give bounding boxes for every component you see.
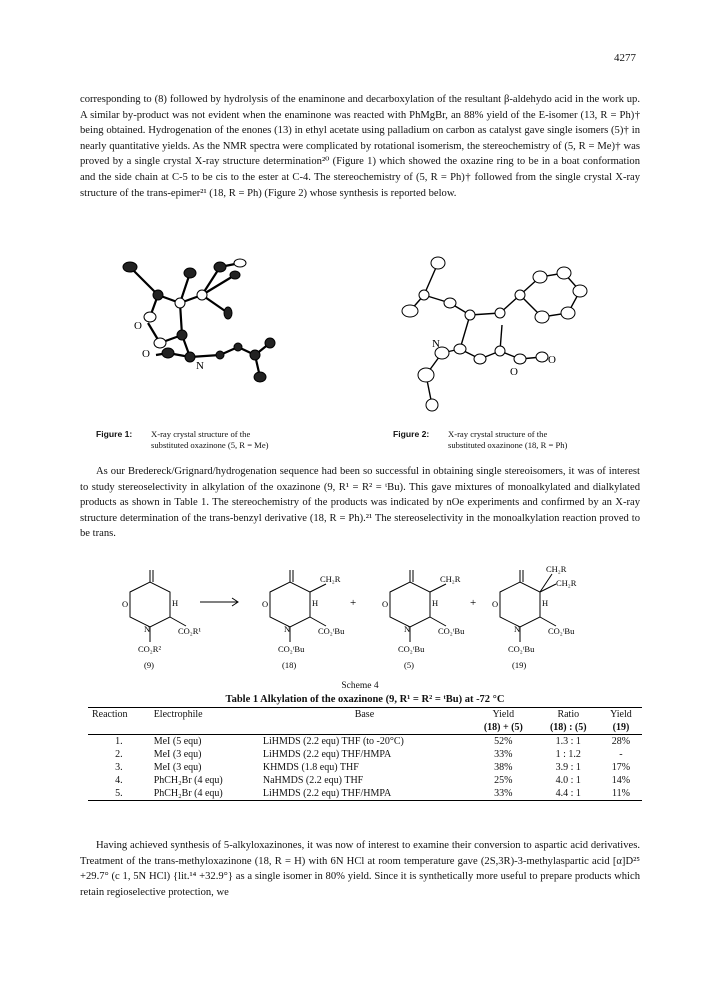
fig1-atom-n: N [196, 360, 204, 372]
c18-label: (18) [282, 660, 297, 670]
figure-1-label: Figure 1: [96, 429, 133, 439]
figure-2-structure [370, 255, 610, 425]
svg-text:N: N [404, 624, 411, 634]
th-yield-1: Yield [470, 708, 537, 722]
svg-text:O: O [262, 599, 269, 609]
th-electrophile: Electrophile [150, 708, 259, 722]
table-row: 3. MeI (3 equ) KHMDS (1.8 equ) THF 38% 3.9 : 1 17% [115, 762, 631, 773]
c9-sub2: CO₂R² [138, 644, 161, 654]
page-number: 4277 [614, 52, 636, 64]
fig2-atom-o1: O [510, 366, 518, 378]
table-caption: Table 1 Alkylation of the oxazinone (9, R¹ = R² = ᵗBu) at -72 °C [225, 694, 505, 705]
fig1-atom-o2: O [142, 348, 150, 360]
c5-sub2: CO₂ᵗBu [398, 644, 425, 654]
scheme-atom-o: O [122, 599, 129, 609]
table-row: 1. MeI (5 equ) LiHMDS (2.2 equ) THF (to -20°C) 52% 1.3 : 1 28% [115, 736, 631, 747]
table-1 [88, 694, 642, 801]
svg-text:O: O [382, 599, 389, 609]
c19-label: (19) [512, 660, 527, 670]
plus-2: + [470, 597, 477, 609]
fig2-atom-n: N [432, 338, 440, 350]
th-base: Base [259, 708, 470, 722]
plus-1: + [350, 597, 357, 609]
scheme-title: Scheme 4 [341, 681, 379, 691]
table-row: 2. MeI (3 equ) LiHMDS (2.2 equ) THF/HMPA 33% 1 : 1.2 - [115, 749, 623, 760]
c5-side: CH₂R [440, 574, 461, 584]
scheme-atom-n: N [144, 624, 151, 634]
figure-1-caption: Figure 1: X-ray crystal structure of the substituted oxazinone (5, R = Me) [96, 429, 269, 450]
c5-label: (5) [404, 660, 414, 670]
svg-text:H: H [432, 598, 439, 608]
c9-sub1: CO₂R¹ [178, 626, 201, 636]
figure-2-label: Figure 2: [393, 429, 430, 439]
table-row: 4. PhCH₂Br (4 equ) NaHMDS (2.2 equ) THF 25% 4.0 : 1 14% [115, 775, 631, 786]
figure-2-caption: Figure 2: X-ray crystal structure of the substituted oxazinone (18, R = Ph) [393, 429, 568, 450]
figure-1-structure [120, 255, 320, 405]
c18-side: CH₂R [320, 574, 341, 584]
paragraph-2: As our Bredereck/Grignard/hydrogenation sequence had been so successful in obtaining single stereoisomers, it was of interest to study stereoselectivity in alkylation of the oxazinone (9, R¹ = R² = ᵗBu). This gave mixtures of monoalkylated and dialkylated products as shown in Table 1. The stereochemistry of the products was indicated by nOe experiments and confirmed by an X-ray structure determination of the trans-benzyl derivative (18, R = Ph).²¹ The stereoselectivity in the monoalkylation reaction proved to be trans. [80, 466, 640, 540]
th-sub-yield: (18) + (5) [470, 721, 537, 735]
c9-label: (9) [144, 660, 154, 670]
c5-sub1: CO₂ᵗBu [438, 626, 465, 636]
c19-sub2: CO₂ᵗBu [508, 644, 535, 654]
th-yield-2: Yield [600, 708, 642, 722]
fig1-atom-o1: O [134, 320, 142, 332]
c18-sub2: CO₂ᵗBu [278, 644, 305, 654]
c19-side2: CH₂R [546, 564, 567, 574]
paragraph-3: Having achieved synthesis of 5-alkyloxazinones, it was now of interest to examine their conversion to aspartic acid derivatives. Treatment of the trans-methyloxazinone (18, R = H) with 6N HCl at room temperature gave (2S,3R)-3-methylaspartic acid [α]D²⁵ +29.7° (c 1, 5N HCl) {lit.¹⁴ +32.9°} as a single isomer in 80% yield. Since it is synthetically more useful to prepare products which retain regioselective protection, we [80, 840, 640, 898]
svg-text:N: N [284, 624, 291, 634]
scheme-atom-h: H [172, 598, 179, 608]
c19-side: CH₂R [556, 578, 577, 588]
paragraph-1: corresponding to (8) followed by hydrolysis of the enaminone and decarboxylation of the resultant β-aldehydo acid in the work up. A similar by-product was not evident when the enaminone was reacted with PhMgBr, an 88% yield of the E-isomer (13, R = Ph)† being obtained. Hydrogenation of the enones (13) in ethyl acetate using palladium on carbon as catalyst gave single isomers (5)† in nearly quantitative yields. As the NMR spectra were complicated by rotational isomerism, the stereochemistry of (5, R = Me)† was proved by a single crystal X-ray structure determination²⁰ (Figure 1) which showed the oxazine ring to be in a boat conformation and the side chain at C-5 to be cis to the ester at C-4. The stereochemistry of (5, R = Ph)† followed from the single crystal X-ray structure of the trans-epimer²¹ (18, R = Ph) (Figure 2) whose synthesis is reported below. [80, 94, 640, 199]
c18-sub1: CO₂ᵗBu [318, 626, 345, 636]
svg-text:H: H [542, 598, 549, 608]
table-row: 5. PhCH₂Br (4 equ) LiHMDS (2.2 equ) THF/HMPA 33% 4.4 : 1 11% [88, 787, 642, 801]
svg-text:N: N [514, 624, 521, 634]
fig2-atom-o2: O [548, 354, 556, 366]
c19-sub1: CO₂ᵗBu [548, 626, 575, 636]
th-sub-yield19: (19) [600, 721, 642, 735]
th-reaction: Reaction [88, 708, 150, 722]
svg-text:O: O [492, 599, 499, 609]
th-sub-ratio: (18) : (5) [537, 721, 600, 735]
svg-text:H: H [312, 598, 319, 608]
th-ratio: Ratio [537, 708, 600, 722]
scheme-4-diagram [100, 562, 620, 672]
